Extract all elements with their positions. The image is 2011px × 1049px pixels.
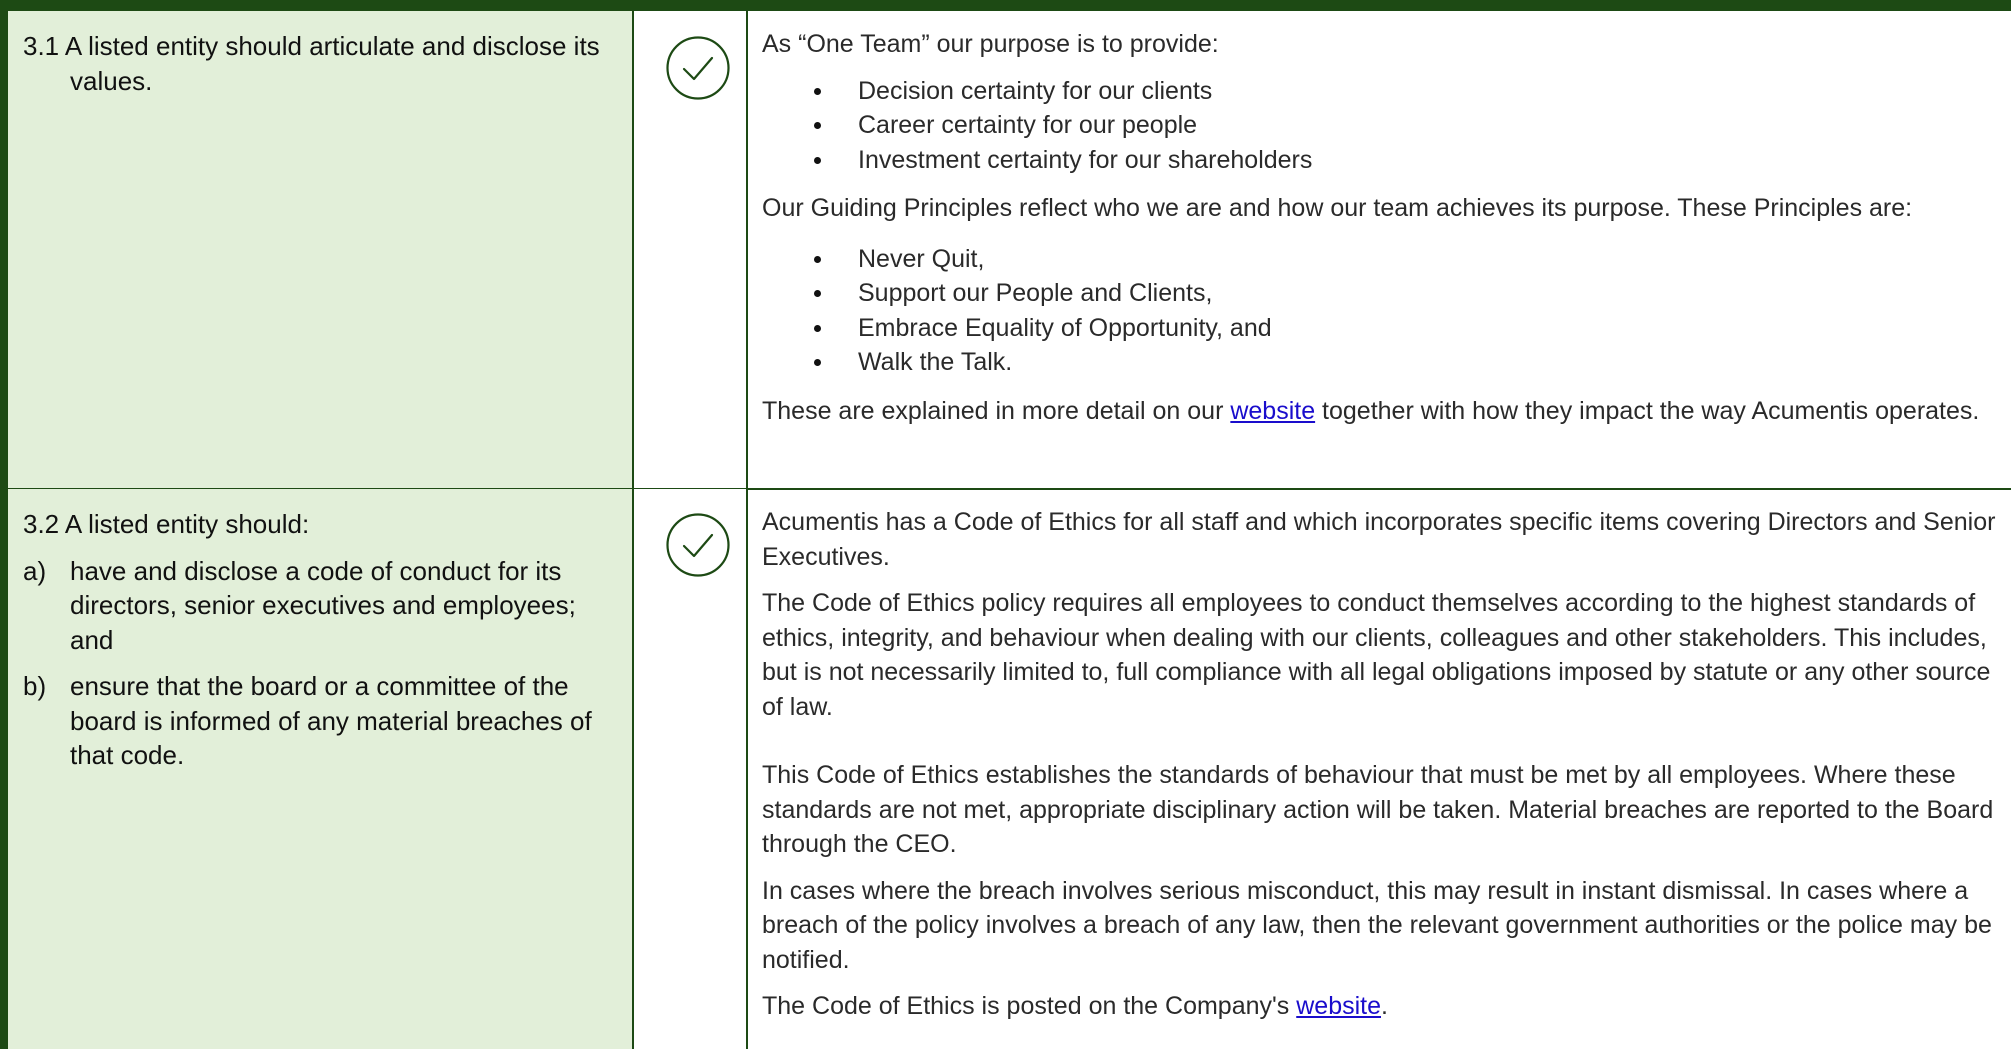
- item-marker: a): [23, 555, 47, 586]
- response-paragraph: The Code of Ethics policy requires all employees to conduct themselves according to the highest standards of ethics, integrity, and behaviour when dealing with our clients, colleagues and other stakeholders. This includes, but is not necessarily limited to, full compliance with all legal obligations imposed by statute or any other source of law.: [762, 589, 1991, 721]
- table-row-3-1: [8, 11, 2011, 489]
- check-circle-icon: [666, 513, 730, 577]
- status-cell: [634, 11, 748, 489]
- requirement-cell: [8, 11, 634, 489]
- table-top-border: [0, 0, 2011, 11]
- website-link[interactable]: website: [1296, 992, 1381, 1020]
- response-cell: [748, 489, 2011, 1049]
- item-text: have and disclose a code of conduct for its directors, senior executives and employees; and: [70, 555, 576, 655]
- list-item: Decision certainty for our clients: [762, 74, 2001, 109]
- purpose-intro: As “One Team” our purpose is to provide:: [762, 30, 1219, 58]
- table-left-border: [0, 0, 8, 1049]
- list-item: Never Quit,: [762, 242, 2001, 277]
- paragraph-text-end: .: [1381, 992, 1388, 1020]
- requirement-heading: 3.1 A listed entity should articulate and disclose its values.: [23, 31, 600, 96]
- website-link[interactable]: website: [1230, 396, 1316, 425]
- closing-text-start: These are explained in more detail on our: [762, 396, 1231, 425]
- list-item: Career certainty for our people: [762, 108, 2001, 143]
- requirement-item-a: [23, 554, 610, 658]
- item-text: ensure that the board or a committee of the board is informed of any material breaches of that code.: [70, 671, 592, 770]
- principles-list: [762, 242, 2001, 380]
- principles-intro: Our Guiding Principles reflect who we are and how our team achieves its purpose. These Principles are:: [762, 194, 1913, 222]
- status-cell: [634, 489, 748, 1049]
- list-item: Support our People and Clients,: [762, 276, 2001, 311]
- closing-text-end: together with how they impact the way Acumentis operates.: [1315, 396, 1980, 425]
- response-paragraph: [762, 989, 2001, 1024]
- list-item: Walk the Talk.: [762, 345, 2001, 380]
- purpose-list: [762, 74, 2001, 178]
- response-paragraph: Acumentis has a Code of Ethics for all staff and which incorporates specific items covering Directors and Senior Executives.: [762, 508, 1996, 571]
- response-paragraph: In cases where the breach involves serious misconduct, this may result in instant dismissal. In cases where a breach of the policy involves a breach of any law, then the relevant government authorities or the police may be notified.: [762, 876, 1992, 974]
- closing-paragraph: [762, 394, 2001, 429]
- response-cell: [748, 11, 2011, 489]
- list-item: Investment certainty for our shareholders: [762, 143, 2001, 178]
- response-paragraph: This Code of Ethics establishes the standards of behaviour that must be met by all employees. Where these standards are not met, appropriate disciplinary action will be taken. Material breaches are reported to the Board through the CEO.: [762, 761, 1994, 858]
- list-item: Embrace Equality of Opportunity, and: [762, 311, 2001, 346]
- requirement-item-b: [23, 669, 610, 773]
- paragraph-text-start: The Code of Ethics is posted on the Company's: [762, 992, 1297, 1020]
- check-circle-icon: [666, 36, 730, 100]
- table-row-3-2: [8, 489, 2011, 1049]
- requirement-heading: 3.2 A listed entity should:: [23, 509, 310, 539]
- item-marker: b): [23, 671, 47, 701]
- requirement-cell: [8, 489, 634, 1049]
